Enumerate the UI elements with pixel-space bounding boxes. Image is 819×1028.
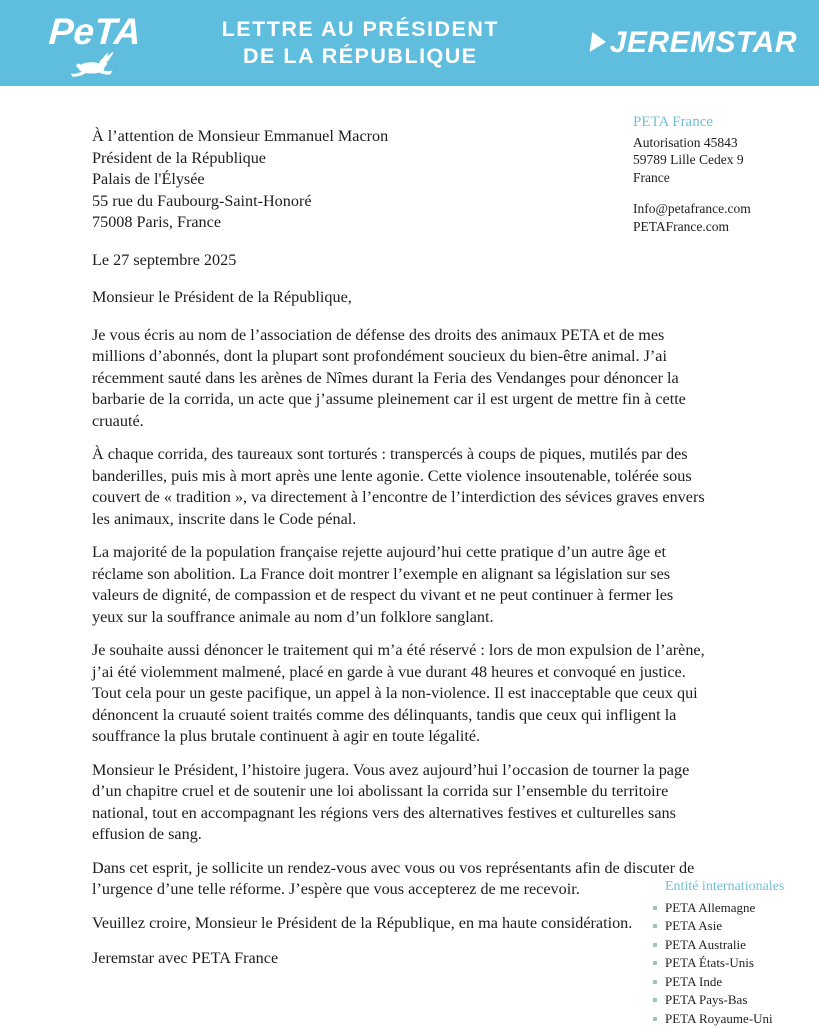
page-title: [160, 16, 591, 70]
letter-body: [92, 126, 707, 970]
contact-block-title: PETA France: [633, 114, 808, 132]
letter-signature: Jeremstar avec PETA France: [92, 948, 707, 970]
letter-closing: Veuillez croire, Monsieur le Président de la République, en ma haute considération.: [92, 913, 707, 935]
entities-list: [653, 899, 813, 1028]
recipient-line: Président de la République: [92, 148, 707, 170]
entity-item: PETA États-Unis: [653, 954, 813, 973]
recipient-block: [92, 126, 707, 234]
recipient-line: 75008 Paris, France: [92, 212, 707, 234]
entity-item: PETA Royaume-Uni: [653, 1010, 813, 1028]
play-icon: [589, 32, 607, 52]
jeremstar-logo: [591, 26, 797, 60]
recipient-line: Palais de l'Élysée: [92, 169, 707, 191]
letter-date: Le 27 septembre 2025: [92, 250, 707, 272]
jeremstar-logo-text: JEREMSTAR: [610, 26, 797, 60]
rabbit-icon: [56, 51, 134, 77]
letter-paragraph: Je souhaite aussi dénoncer le traitement qui m’a été réservé : lors de mon expulsion de l’arène, j’ai été violemment malmené, placé en garde à vue durant 48 heures et convoqué en justice. Tout cela pour un geste pacifique, un appel à la non-violence. Il est inacceptable que ceux qui dénoncent la cruauté soient traités comme des délinquants, tandis que ceux qui infligent la souffrance la plus brutale continuent à agir en toute légalité.: [92, 640, 707, 748]
entity-item: PETA Asie: [653, 917, 813, 936]
recipient-line: À l’attention de Monsieur Emmanuel Macron: [92, 126, 707, 148]
entity-item: PETA Allemagne: [653, 899, 813, 918]
peta-logo: [30, 13, 160, 77]
letter-paragraph: Je vous écris au nom de l’association de défense des droits des animaux PETA et de mes millions d’abonnés, dont la plupart sont profondément soucieux du bien-être animal. J’ai récemment sauté dans les arènes de Nîmes durant la Feria des Vendanges pour dénoncer la barbarie de la corrida, un acte que j’assume pleinement car il est urgent de mettre fin à cette cruauté.: [92, 325, 707, 433]
entity-item: PETA Australie: [653, 936, 813, 955]
entity-item: PETA Inde: [653, 973, 813, 992]
letter-paragraph: Dans cet esprit, je sollicite un rendez-vous avec vous ou vos représentants afin de discuter de l’urgence d’une telle réforme. J’espère que vous accepterez de me recevoir.: [92, 858, 707, 901]
letter-salutation: Monsieur le Président de la République,: [92, 287, 707, 309]
contact-address-line: 59789 Lille Cedex 9: [633, 151, 808, 169]
header-banner: [0, 0, 819, 86]
entity-item: PETA Pays-Bas: [653, 991, 813, 1010]
recipient-line: 55 rue du Faubourg-Saint-Honoré: [92, 191, 707, 213]
entities-title: Entité internationales: [665, 878, 813, 897]
contact-email: Info@petafrance.com: [633, 200, 808, 218]
letter-paragraph: La majorité de la population française rejette aujourd’hui cette pratique d’un autre âge et réclame son abolition. La France doit montrer l’exemple en alignant sa législation sur ses valeurs de dignité, de compassion et de respect du vivant et ne peut continuer à fermer les yeux sur la souffrance animale au nom d’un folklore sanglant.: [92, 542, 707, 628]
letter-paragraph: Monsieur le Président, l’histoire jugera. Vous avez aujourd’hui l’occasion de tourner la page d’un chapitre cruel et de soutenir une loi abolissant la corrida sur l’ensemble du territoire national, tout en accompagnant les régions vers des alternatives festives et culturelles sans effusion de sang.: [92, 760, 707, 846]
page-title-line2: DE LA RÉPUBLIQUE: [160, 43, 561, 70]
contact-website: PETAFrance.com: [633, 218, 808, 236]
letter-paragraph: À chaque corrida, des taureaux sont torturés : transpercés à coups de piques, mutilés par des banderilles, puis mis à mort après une lente agonie. Cette violence insoutenable, tolérée sous couvert de « tradition », va directement à l’encontre de l’interdiction des sévices graves envers les animaux, inscrite dans le Code pénal.: [92, 444, 707, 530]
peta-logo-text: PeTA: [48, 13, 142, 50]
entities-block: [653, 878, 813, 1028]
contact-address-line: France: [633, 169, 808, 187]
page-title-line1: LETTRE AU PRÉSIDENT: [160, 16, 561, 43]
contact-address-line: Autorisation 45843: [633, 134, 808, 152]
